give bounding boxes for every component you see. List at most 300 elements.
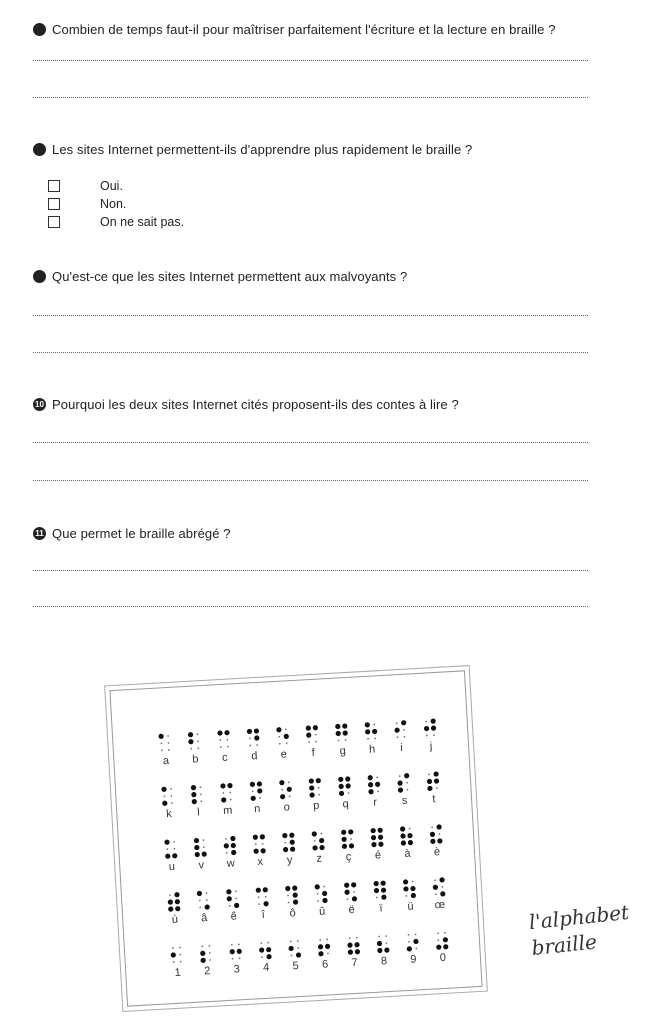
braille-dot-raised: [345, 776, 350, 781]
braille-dot-raised: [200, 951, 205, 956]
braille-dot-flat: [200, 793, 202, 795]
braille-dot-flat: [412, 881, 414, 883]
braille-dot-flat: [200, 786, 202, 788]
braille-dot-raised: [313, 725, 318, 730]
braille-dot-flat: [170, 788, 172, 790]
braille-dot-raised: [288, 946, 293, 951]
braille-dot-raised: [231, 850, 236, 855]
braille-dot-raised: [253, 849, 258, 854]
braille-dot-flat: [407, 789, 409, 791]
braille-dot-raised: [319, 838, 324, 843]
braille-letter-label: y: [286, 854, 293, 867]
answer-line[interactable]: [33, 60, 588, 61]
braille-dot-raised: [224, 843, 229, 848]
braille-dot-raised: [342, 844, 347, 849]
braille-dot-flat: [408, 941, 410, 943]
question-8: [33, 142, 472, 157]
braille-cell-f: [306, 725, 320, 759]
braille-dot-flat: [173, 841, 175, 843]
braille-dot-raised: [309, 785, 314, 790]
question-9: [33, 269, 407, 284]
braille-cell-k: [161, 786, 173, 820]
caption-line-1: l'alphabet: [527, 899, 631, 935]
braille-dot-raised: [403, 879, 408, 884]
braille-dot-raised: [335, 731, 340, 736]
braille-letter-label: z: [316, 852, 323, 865]
braille-cell-è: [429, 824, 443, 858]
braille-dot-flat: [433, 734, 435, 736]
braille-dot-raised: [348, 949, 353, 954]
checkbox[interactable]: [48, 180, 60, 192]
braille-dot-raised: [192, 799, 197, 804]
braille-dot-raised: [371, 842, 376, 847]
question-7-text: Combien de temps faut-il pour maîtriser parfaitement l'écriture et la lecture en braille ?: [52, 22, 556, 37]
braille-dot-flat: [203, 846, 205, 848]
option-non[interactable]: [48, 197, 126, 211]
braille-letter-label: w: [226, 857, 236, 870]
braille-dot-raised: [403, 886, 408, 891]
braille-dot-flat: [385, 935, 387, 937]
braille-dot-flat: [373, 724, 375, 726]
braille-cell-6: [318, 938, 332, 971]
braille-dot-flat: [408, 934, 410, 936]
answer-line[interactable]: [33, 315, 588, 316]
braille-dot-flat: [431, 826, 433, 828]
braille-dot-flat: [374, 737, 376, 739]
braille-dot-raised: [175, 906, 180, 911]
braille-cell-g: [335, 723, 349, 757]
braille-dot-flat: [415, 948, 417, 950]
braille-dot-flat: [439, 833, 441, 835]
braille-dot-raised: [290, 846, 295, 851]
braille-dot-raised: [401, 720, 406, 725]
braille-dot-flat: [386, 942, 388, 944]
braille-dot-flat: [315, 741, 317, 743]
checkbox[interactable]: [48, 198, 60, 210]
braille-dot-raised: [335, 724, 340, 729]
braille-dot-raised: [368, 782, 373, 787]
braille-dot-flat: [227, 746, 229, 748]
braille-dot-flat: [367, 738, 369, 740]
braille-dot-flat: [170, 795, 172, 797]
braille-dot-flat: [291, 954, 293, 956]
braille-dot-raised: [430, 839, 435, 844]
braille-cell-e: [276, 727, 290, 761]
braille-dot-raised: [341, 837, 346, 842]
braille-dot-raised: [341, 830, 346, 835]
braille-dot-raised: [439, 877, 444, 882]
braille-cell-5: [288, 940, 302, 973]
braille-letter-label: à: [404, 847, 411, 860]
braille-dot-raised: [430, 718, 435, 723]
braille-dot-raised: [411, 893, 416, 898]
braille-dot-raised: [306, 725, 311, 730]
braille-dot-raised: [400, 826, 405, 831]
braille-dot-flat: [163, 795, 165, 797]
braille-dot-flat: [209, 952, 211, 954]
braille-dot-flat: [229, 792, 231, 794]
braille-letter-label: œ: [434, 898, 446, 912]
braille-dot-flat: [348, 792, 350, 794]
braille-dot-raised: [250, 796, 255, 801]
braille-cell-1: [170, 947, 182, 979]
braille-dot-raised: [348, 829, 353, 834]
braille-letter-label: û: [318, 905, 326, 918]
braille-dot-flat: [437, 939, 439, 941]
braille-letter-label: 7: [351, 956, 358, 970]
braille-cell-c: [217, 730, 231, 764]
braille-dot-flat: [356, 937, 358, 939]
braille-cell-p: [309, 778, 323, 812]
braille-dot-flat: [444, 932, 446, 934]
braille-dot-flat: [320, 833, 322, 835]
braille-dot-flat: [171, 802, 173, 804]
braille-dot-flat: [318, 787, 320, 789]
braille-dot-raised: [408, 840, 413, 845]
braille-letter-label: k: [165, 807, 173, 821]
braille-dot-flat: [297, 947, 299, 949]
braille-dot-flat: [319, 939, 321, 941]
braille-dot-flat: [397, 736, 399, 738]
braille-dot-raised: [260, 834, 265, 839]
braille-dot-raised: [347, 942, 352, 947]
braille-cell-ê: [226, 889, 240, 923]
braille-dot-flat: [219, 739, 221, 741]
braille-dot-raised: [289, 839, 294, 844]
answer-line[interactable]: [33, 97, 588, 98]
braille-dot-raised: [197, 891, 202, 896]
braille-letter-label: é: [374, 849, 382, 862]
braille-letter-label: è: [433, 845, 441, 859]
braille-dot-raised: [250, 782, 255, 787]
braille-dot-flat: [405, 895, 407, 897]
braille-letter-label: n: [253, 802, 261, 816]
braille-dot-flat: [278, 736, 280, 738]
braille-dot-flat: [255, 843, 257, 845]
braille-letter-label: 4: [262, 961, 270, 975]
braille-dot-flat: [378, 936, 380, 938]
braille-dot-raised: [247, 729, 252, 734]
braille-dot-raised: [338, 777, 343, 782]
braille-dot-raised: [191, 792, 196, 797]
braille-dot-flat: [238, 943, 240, 945]
braille-dot-raised: [410, 886, 415, 891]
braille-dot-flat: [353, 891, 355, 893]
braille-dot-raised: [377, 941, 382, 946]
braille-cell-h: [365, 722, 379, 756]
braille-letter-label: j: [429, 740, 433, 753]
braille-dot-flat: [377, 790, 379, 792]
braille-cell-à: [400, 826, 414, 860]
answer-line[interactable]: [33, 442, 588, 443]
braille-dot-raised: [318, 951, 323, 956]
braille-dot-raised: [427, 779, 432, 784]
braille-letter-label: r: [372, 796, 378, 809]
braille-dot-raised: [380, 880, 385, 885]
question-number-8: [33, 143, 46, 156]
braille-dot-flat: [288, 781, 290, 783]
braille-dot-raised: [349, 843, 354, 848]
braille-dot-raised: [292, 885, 297, 890]
braille-dot-raised: [259, 947, 264, 952]
braille-dot-flat: [297, 940, 299, 942]
braille-letter-label: 5: [292, 960, 300, 973]
braille-cell-ù: [167, 892, 181, 926]
braille-dot-raised: [254, 728, 259, 733]
braille-dot-raised: [325, 944, 330, 949]
braille-dot-flat: [284, 842, 286, 844]
braille-dot-flat: [220, 746, 222, 748]
braille-dot-raised: [204, 904, 209, 909]
braille-dot-flat: [262, 843, 264, 845]
question-11-text: Que permet le braille abrégé ?: [52, 526, 231, 541]
braille-dot-raised: [377, 828, 382, 833]
braille-cell-i: [394, 720, 408, 754]
braille-dot-flat: [229, 905, 231, 907]
braille-cell-ü: [403, 879, 417, 913]
braille-dot-raised: [175, 899, 180, 904]
question-7: [33, 22, 556, 37]
braille-letter-label: t: [432, 793, 436, 806]
braille-dot-raised: [164, 839, 169, 844]
braille-dot-flat: [239, 957, 241, 959]
question-number-7: [33, 23, 46, 36]
braille-dot-raised: [195, 852, 200, 857]
checkbox[interactable]: [48, 216, 60, 228]
braille-dot-raised: [314, 884, 319, 889]
braille-dot-raised: [342, 730, 347, 735]
braille-dot-raised: [440, 891, 445, 896]
braille-dot-flat: [226, 852, 228, 854]
braille-cell-q: [338, 776, 352, 810]
braille-dot-raised: [217, 730, 222, 735]
braille-letter-label: 9: [410, 953, 417, 966]
braille-cell-7: [347, 937, 361, 970]
braille-cell-8: [376, 935, 390, 968]
braille-dot-flat: [289, 795, 291, 797]
braille-dot-flat: [260, 942, 262, 944]
braille-dot-raised: [351, 882, 356, 887]
braille-dot-raised: [257, 781, 262, 786]
braille-dot-flat: [426, 735, 428, 737]
braille-dot-raised: [433, 771, 438, 776]
braille-dot-raised: [162, 801, 167, 806]
question-11: [33, 526, 231, 541]
braille-dot-raised: [200, 958, 205, 963]
braille-dot-flat: [279, 743, 281, 745]
braille-letter-label: 1: [174, 966, 182, 979]
braille-dot-raised: [309, 792, 314, 797]
braille-dot-raised: [230, 836, 235, 841]
braille-dot-raised: [226, 889, 231, 894]
braille-dot-raised: [263, 901, 268, 906]
braille-dot-raised: [220, 783, 225, 788]
braille-dot-raised: [165, 853, 170, 858]
braille-dot-flat: [209, 959, 211, 961]
braille-dot-raised: [338, 784, 343, 789]
braille-dot-raised: [224, 730, 229, 735]
braille-dot-flat: [199, 907, 201, 909]
braille-dot-raised: [293, 899, 298, 904]
braille-dot-flat: [200, 800, 202, 802]
braille-dot-flat: [434, 879, 436, 881]
caption: [528, 897, 649, 961]
braille-dot-raised: [227, 783, 232, 788]
option-oui[interactable]: [48, 179, 123, 193]
braille-dot-flat: [290, 941, 292, 943]
question-10: [33, 397, 459, 412]
braille-cell-a: [158, 733, 170, 767]
option-label: Non.: [100, 197, 127, 211]
braille-dot-flat: [428, 774, 430, 776]
braille-dot-raised: [436, 824, 441, 829]
braille-letter-label: 2: [203, 964, 211, 978]
braille-letter-label: p: [312, 799, 320, 812]
braille-dot-flat: [376, 776, 378, 778]
braille-cell-m: [220, 783, 234, 817]
braille-cell-y: [282, 832, 296, 866]
braille-dot-flat: [323, 886, 325, 888]
braille-dot-raised: [342, 723, 347, 728]
option-ne-sait-pas[interactable]: [48, 215, 184, 229]
braille-dot-flat: [169, 894, 171, 896]
braille-dot-raised: [378, 835, 383, 840]
braille-dot-flat: [197, 733, 199, 735]
braille-dot-raised: [443, 944, 448, 949]
braille-dot-raised: [397, 780, 402, 785]
braille-letter-label: s: [401, 794, 408, 808]
braille-dot-raised: [292, 892, 297, 897]
braille-dot-flat: [206, 899, 208, 901]
braille-cell-œ: [432, 877, 446, 911]
caption-line-2: braille: [530, 929, 598, 961]
answer-line[interactable]: [33, 570, 588, 571]
braille-dot-raised: [312, 831, 317, 836]
braille-dot-flat: [173, 848, 175, 850]
braille-cell-l: [191, 785, 203, 819]
braille-dot-flat: [281, 789, 283, 791]
braille-dot-flat: [441, 886, 443, 888]
braille-dot-flat: [287, 895, 289, 897]
braille-cell-r: [367, 775, 381, 809]
braille-dot-flat: [409, 828, 411, 830]
question-8-text: Les sites Internet permettent-ils d'apprendre plus rapidement le braille ?: [52, 142, 473, 157]
braille-dot-raised: [263, 887, 268, 892]
braille-dot-raised: [373, 881, 378, 886]
braille-dot-raised: [284, 734, 289, 739]
braille-letter-label: i: [400, 741, 404, 755]
braille-letter-label: q: [342, 798, 350, 811]
braille-dot-raised: [427, 786, 432, 791]
braille-dot-raised: [431, 725, 436, 730]
braille-dot-raised: [231, 843, 236, 848]
answer-line[interactable]: [33, 606, 588, 607]
braille-cell-z: [312, 831, 326, 865]
braille-dot-flat: [406, 782, 408, 784]
braille-dot-flat: [308, 741, 310, 743]
answer-line[interactable]: [33, 352, 588, 353]
braille-dot-raised: [168, 899, 173, 904]
braille-dot-flat: [205, 892, 207, 894]
braille-dot-raised: [234, 903, 239, 908]
braille-dot-raised: [339, 791, 344, 796]
braille-letter-label: v: [198, 859, 205, 872]
braille-cell-o: [279, 780, 293, 814]
question-number-9: [33, 270, 46, 283]
braille-letter-label: ê: [230, 910, 238, 923]
braille-dot-raised: [404, 773, 409, 778]
braille-cell-3: [229, 943, 243, 976]
braille-dot-flat: [222, 792, 224, 794]
braille-dot-flat: [180, 961, 182, 963]
braille-dot-flat: [235, 897, 237, 899]
question-9-text: Qu'est-ce que les sites Internet permettent aux malvoyants ?: [52, 269, 408, 284]
braille-dot-flat: [203, 839, 205, 841]
braille-letter-label: ü: [407, 900, 414, 913]
braille-letter-label: m: [222, 804, 233, 818]
braille-dot-raised: [401, 840, 406, 845]
braille-dot-flat: [415, 934, 417, 936]
braille-dot-raised: [434, 778, 439, 783]
braille-dot-raised: [276, 727, 281, 732]
answer-line[interactable]: [33, 480, 588, 481]
braille-dot-flat: [197, 747, 199, 749]
braille-dot-flat: [167, 735, 169, 737]
braille-dot-raised: [407, 833, 412, 838]
option-label: Oui.: [100, 179, 123, 193]
braille-letter-label: a: [162, 754, 170, 768]
braille-dot-flat: [315, 734, 317, 736]
braille-letter-label: g: [339, 745, 347, 758]
braille-dot-flat: [161, 742, 163, 744]
braille-dot-raised: [256, 887, 261, 892]
braille-dot-raised: [318, 944, 323, 949]
braille-dot-flat: [179, 954, 181, 956]
braille-dot-flat: [258, 896, 260, 898]
braille-dot-raised: [433, 885, 438, 890]
braille-letter-label: o: [283, 801, 291, 814]
braille-letter-label: 3: [233, 963, 241, 976]
question-number-11: 11: [33, 527, 46, 540]
braille-dot-raised: [352, 896, 357, 901]
braille-dot-raised: [257, 788, 262, 793]
braille-letter-label: 0: [439, 951, 447, 965]
braille-dot-flat: [168, 742, 170, 744]
braille-dot-raised: [365, 722, 370, 727]
braille-dot-flat: [317, 893, 319, 895]
braille-cell-ë: [344, 882, 358, 916]
braille-letter-label: u: [168, 860, 176, 874]
braille-dot-raised: [375, 782, 380, 787]
braille-dot-flat: [318, 794, 320, 796]
braille-dot-flat: [327, 952, 329, 954]
braille-dot-raised: [188, 739, 193, 744]
braille-dot-flat: [267, 942, 269, 944]
braille-dot-flat: [249, 737, 251, 739]
braille-letter-label: ï: [379, 902, 383, 915]
braille-dot-flat: [345, 739, 347, 741]
braille-letter-label: 6: [321, 958, 329, 971]
braille-dot-raised: [344, 889, 349, 894]
braille-dot-raised: [371, 835, 376, 840]
braille-dot-raised: [381, 894, 386, 899]
braille-dot-flat: [261, 956, 263, 958]
braille-dot-flat: [338, 740, 340, 742]
braille-dot-flat: [197, 740, 199, 742]
braille-cell-b: [188, 732, 200, 766]
braille-dot-raised: [285, 886, 290, 891]
braille-dot-flat: [226, 739, 228, 741]
